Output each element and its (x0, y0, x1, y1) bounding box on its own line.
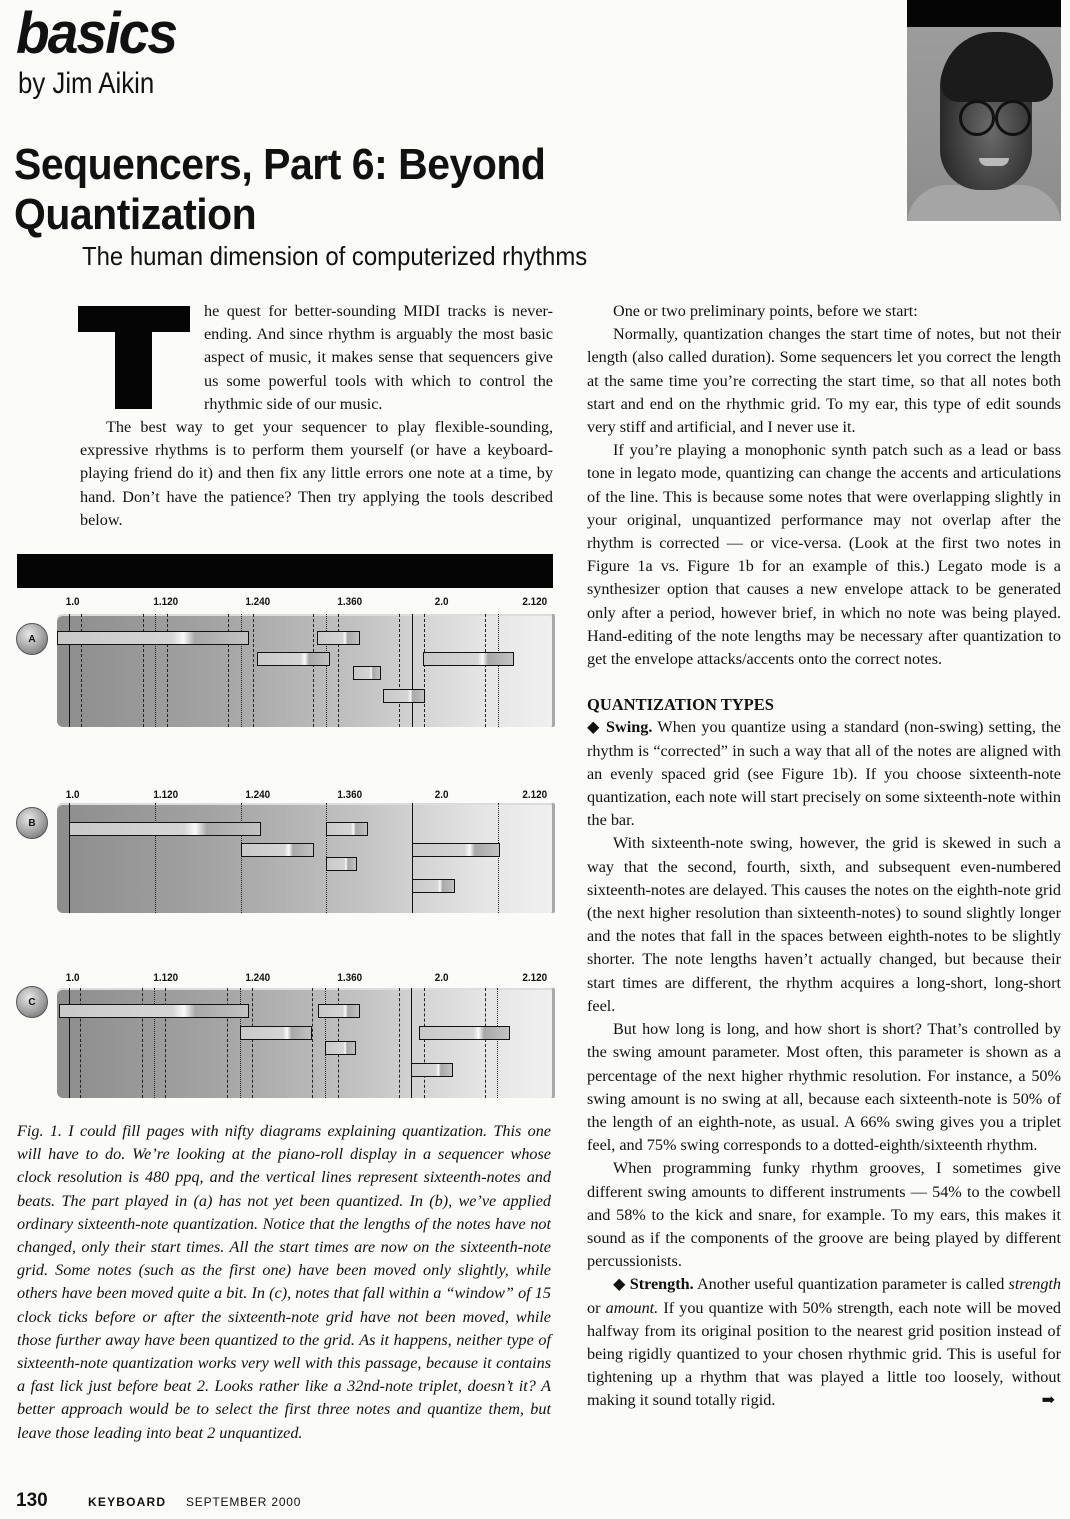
tick-label: 1.360 (337, 596, 363, 608)
tick-label: 1.360 (337, 972, 363, 984)
page-number: 130 (16, 1490, 48, 1511)
intro-paragraph-2: The best way to get your sequencer to play flexible-sounding, expressive rhythms is to perform them yourself (or have a keyboard-playing friend do it) and then fix any little errors one note at a time, by hand. Don’t have the patience? Then try applying the tools described below. (80, 418, 553, 529)
figure-panel-c (0, 972, 560, 1122)
tick-label: 1.120 (153, 789, 179, 801)
midi-note (412, 843, 500, 857)
section-tag: basics (16, 1, 177, 66)
midi-note (57, 631, 249, 645)
tick-label: 2.0 (434, 789, 449, 801)
term-strength: strength (1008, 1275, 1062, 1294)
continued-arrow-icon: ➡ (1041, 1392, 1055, 1410)
midi-note (325, 1041, 356, 1055)
intro-text (80, 300, 553, 532)
byline: by Jim Aikin (18, 67, 155, 100)
diamond-bullet-icon: ◆ (587, 718, 607, 737)
midi-note (69, 822, 261, 836)
tick-label: 2.0 (434, 972, 449, 984)
piano-roll (57, 614, 552, 727)
midi-note (257, 652, 330, 666)
midi-note (326, 857, 357, 871)
body-text-right (587, 300, 1061, 1413)
tick-labels (0, 789, 560, 803)
midi-note (318, 1004, 360, 1018)
midi-note (411, 1063, 453, 1077)
paragraph: One or two preliminary points, before we start: (613, 302, 918, 320)
paragraph: When programming funky rhythm grooves, I sometimes give different swing amounts to different instruments — 54% to the cowbell and 58% to the kick and snare, for example. To my ears, this makes it sound as if the components of the groove are being played by different percussionists. (587, 1159, 1061, 1271)
tick-label: 1.0 (65, 596, 80, 608)
tick-label: 2.120 (522, 596, 548, 608)
tick-label: 1.120 (153, 596, 179, 608)
headline: Sequencers, Part 6: Beyond Quantization (14, 140, 546, 239)
tick-label: 1.0 (65, 789, 80, 801)
midi-note (59, 1004, 249, 1018)
swing-lead: Swing. (606, 718, 653, 737)
swing-text: When you quantize using a standard (non-swing) setting, the rhythm is “corrected” in such a way that all of the notes are aligned with an evenly spaced grid (see Figure 1b). If you choose sixteenth-note quantization, each note will start precisely on some sixteenth-note within the bar. (587, 718, 1061, 830)
tick-label: 1.0 (65, 972, 80, 984)
intro-paragraph-1: he quest for better-sounding MIDI tracks is never-ending. And since rhythm is arguably the most basic aspect of music, it makes sense that sequencers give us some powerful tools with which to control the rhythmic side of our music. (204, 302, 553, 413)
strength-paragraph (587, 1273, 1061, 1412)
panel-badge-c: C (16, 986, 48, 1018)
tick-label: 1.360 (337, 789, 363, 801)
midi-note (419, 1026, 510, 1040)
paragraph: But how long is long, and how short is short? That’s controlled by the swing amount parameter. Most often, this parameter is shown as a percentage of the next higher rhythmic resolution. For instance, a 50% swing amount is no swing at all, because each sixteenth-note is 50% of the length of an eighth-note, as usual. A 66% swing gives you a triplet feel, and 75% swing corresponds to a dotted-eighth/sixteenth rhythm. (587, 1020, 1061, 1155)
midi-note (240, 1026, 312, 1040)
piano-roll (57, 988, 552, 1098)
author-photo (907, 0, 1061, 221)
glasses-right-icon (995, 100, 1031, 136)
tick-label: 1.240 (245, 596, 271, 608)
diamond-bullet-icon: ◆ (613, 1275, 630, 1294)
strength-text: If you quantize with 50% strength, each note will be moved halfway from its original position to the nearest grid position instead of being rigidly quantized to your chosen rhythmic grid. This is useful for tightening up a rhythm that was played a little too loosely, without making it sound totally rigid. (587, 1298, 1062, 1410)
photo-smile (979, 158, 1009, 166)
midi-note (412, 879, 455, 893)
swing-paragraph (587, 716, 1061, 832)
strength-lead: Strength. (629, 1275, 694, 1294)
deck-subtitle: The human dimension of computerized rhythms (82, 241, 588, 271)
tick-label: 1.120 (153, 972, 179, 984)
midi-note (317, 631, 360, 645)
figure-panel-a (0, 596, 560, 746)
tick-label: 1.240 (245, 972, 271, 984)
midi-note (241, 843, 314, 857)
panel-badge-b: B (16, 807, 48, 839)
issue-date: SEPTEMBER 2000 (186, 1495, 302, 1509)
panel-badge-a: A (16, 623, 48, 655)
tick-label: 2.120 (522, 789, 548, 801)
piano-roll (57, 803, 552, 913)
photo-shoulders (907, 185, 1061, 221)
tick-label: 1.240 (245, 789, 271, 801)
figure-panel-b (0, 789, 560, 939)
paragraph: If you’re playing a monophonic synth patch such as a lead or bass tone in legato mode, quantizing can change the accents and articulations of the line. This is because some notes that were overlapping slightly in your original, unquantized performance may not overlap after the rhythm is corrected — or vice-versa. (Look at the first two notes in Figure 1a vs. Figure 1b for an example of this.) Legato mode is a synthesizer option that causes a new envelope attack to be generated only after a period, however brief, in which no note was being played. Hand-editing of the note lengths may be necessary after quantization to get the envelope attacks/accents onto the correct notes. (587, 441, 1061, 669)
tick-label: 2.0 (434, 596, 449, 608)
tick-label: 2.120 (522, 972, 548, 984)
strength-text: or (587, 1298, 606, 1317)
section-subhead: QUANTIZATION TYPES (587, 695, 774, 715)
magazine-name: KEYBOARD (88, 1495, 167, 1509)
paragraph: With sixteenth-note swing, however, the grid is skewed in such a way that the second, fourth, sixth, and subsequent even-numbered sixteenth-notes are delayed. This causes the notes on the eighth-note grid (the next higher resolution than sixteenth-notes) to sound slightly longer and the notes that fall in the spaces between eighth-notes to be slightly shorter. The note lengths haven’t actually changed, but because their start times are different, the rhythm acquires a long-short, long-short feel. (587, 834, 1061, 1015)
midi-note (326, 822, 368, 836)
glasses-left-icon (959, 100, 995, 136)
term-amount: amount. (605, 1298, 659, 1317)
paragraph: Normally, quantization changes the start time of notes, but not their length (also called duration). Some sequencers let you correct the length at the same time you’re correcting the start time, so that all notes both start and end on the rhythmic grid. To my ear, this type of edit sounds very stiff and artificial, and I never use it. (587, 325, 1061, 437)
midi-note (383, 689, 425, 703)
strength-text: Another useful quantization parameter is called (696, 1275, 1009, 1294)
tick-labels (0, 596, 560, 610)
tick-labels (0, 972, 560, 986)
figure-header-bar (17, 554, 553, 588)
midi-note (353, 666, 381, 680)
midi-note (423, 652, 514, 666)
figure-caption: Fig. 1. I could fill pages with nifty diagrams explaining quantization. This one will have to do. We’re looking at the piano-roll display in a sequencer whose clock resolution is 480 ppq, and the vertical lines represent sixteenth-notes and beats. The part played in (a) has not yet been quantized. In (b), we’ve applied ordinary sixteenth-note quantization. Notice that the lengths of the notes have not changed, only their start times. All the start times are now on the sixteenth-note grid. Some notes (such as the first one) have been moved only slightly, while others have been moved quite a bit. In (c), notes that fall within a “window” of 15 clock ticks before or after the sixteenth-note grid have not been moved, while those further away have been quantized to the grid. As it happens, neither type of sixteenth-note quantization works very well with this passage, because it contains a fast lick just before beat 2. Looks rather like a 32nd-note triplet, doesn’t it? A better approach would be to select the first three notes and quantize them, but leave those leading into beat 2 unquantized. (17, 1122, 551, 1442)
photo-top-bar (907, 0, 1061, 27)
